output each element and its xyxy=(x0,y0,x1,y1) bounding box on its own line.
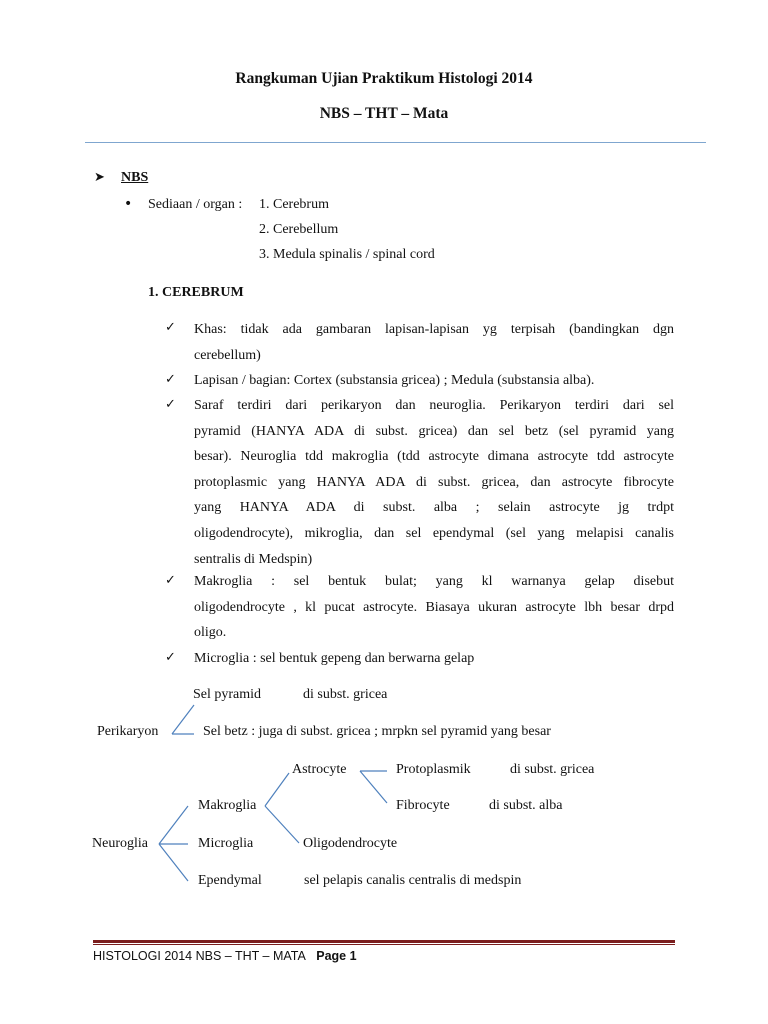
organ-label: Sediaan / organ : xyxy=(148,197,243,212)
header-divider xyxy=(85,142,706,143)
check-icon: ✓ xyxy=(165,650,176,665)
page-footer xyxy=(93,949,357,963)
point-paragraph xyxy=(194,646,674,672)
sel-pyramid-label: Sel pyramid xyxy=(193,687,262,702)
oligodendrocyte-label: Oligodendrocyte xyxy=(303,836,398,851)
arrow-bullet-icon: ➤ xyxy=(94,170,105,185)
point-paragraph xyxy=(194,368,674,394)
point-line: oligo. xyxy=(194,625,227,641)
organ-item: 1. Cerebrum xyxy=(259,197,329,212)
sub-heading: 1. CEREBRUM xyxy=(148,285,244,300)
point-paragraph xyxy=(194,317,674,368)
astrocyte-connector xyxy=(360,771,387,803)
document-title: Rangkuman Ujian Praktikum Histologi 2014 xyxy=(235,70,533,87)
protoplasmik-location: di subst. gricea xyxy=(510,762,595,777)
footer-rule xyxy=(93,940,675,943)
sel-pyramid-location: di subst. gricea xyxy=(303,687,388,702)
point-line: besar). Neuroglia tdd makroglia (tdd astrocyte dimana astrocyte tdd astrocyte xyxy=(194,449,674,465)
perikaryon-label: Perikaryon xyxy=(97,724,159,739)
astrocyte-label: Astrocyte xyxy=(292,762,347,777)
point-line: oligodendrocyte), mikroglia, dan sel ependymal (sel yang melapisi canalis xyxy=(194,525,674,541)
point-line: Microglia : sel bentuk gepeng dan berwarna gelap xyxy=(194,651,475,666)
point-line: yang HANYA ADA di subst. alba ; selain astrocyte jg trdpt xyxy=(194,500,674,516)
check-icon: ✓ xyxy=(165,573,176,588)
point-line: protoplasmic yang HANYA ADA di subst. gricea, dan astrocyte fibrocyte xyxy=(194,474,674,490)
ependymal-label: Ependymal xyxy=(198,873,262,888)
point-line: Makroglia : sel bentuk bulat; yang kl warnanya gelap disebut xyxy=(194,574,674,589)
neuroglia-label: Neuroglia xyxy=(92,836,148,851)
point-paragraph xyxy=(194,393,674,572)
point-line: sentralis di Medspin) xyxy=(194,551,313,567)
point-line: Saraf terdiri dari perikaryon dan neuroglia. Perikaryon terdiri dari sel xyxy=(194,398,674,413)
footer-rule-thin xyxy=(93,944,675,945)
protoplasmik-label: Protoplasmik xyxy=(396,762,471,777)
organ-item: 3. Medula spinalis / spinal cord xyxy=(259,247,435,262)
ependymal-description: sel pelapis canalis centralis di medspin xyxy=(304,873,522,888)
fibrocyte-label: Fibrocyte xyxy=(396,798,450,813)
neuroglia-connector xyxy=(159,806,188,881)
page-number: Page 1 xyxy=(316,949,357,963)
check-icon: ✓ xyxy=(165,320,176,335)
microglia-label: Microglia xyxy=(198,836,254,851)
organ-item: 2. Cerebellum xyxy=(259,222,339,237)
point-line: pyramid (HANYA ADA di subst. gricea) dan sel betz (sel pyramid yang xyxy=(194,423,674,439)
section-heading: NBS xyxy=(121,170,149,185)
point-line: Lapisan / bagian: Cortex (substansia gricea) ; Medula (substansia alba). xyxy=(194,373,595,388)
check-icon: ✓ xyxy=(165,372,176,387)
makroglia-connector xyxy=(265,773,299,843)
fibrocyte-location: di subst. alba xyxy=(489,798,563,813)
sel-betz-label: Sel betz : juga di subst. gricea ; mrpkn sel pyramid yang besar xyxy=(203,724,551,739)
point-paragraph xyxy=(194,569,674,646)
point-line: cerebellum) xyxy=(194,347,261,363)
perikaryon-connector xyxy=(172,705,194,734)
dot-bullet-icon: • xyxy=(124,196,133,212)
footer-text: HISTOLOGI 2014 NBS – THT – MATA xyxy=(93,949,306,963)
document-subtitle: NBS – THT – Mata xyxy=(319,105,449,122)
point-line: oligodendrocyte , kl pucat astrocyte. Biasaya ukuran astrocyte lbh besar drpd xyxy=(194,599,674,615)
check-icon: ✓ xyxy=(165,397,176,412)
makroglia-label: Makroglia xyxy=(198,798,257,813)
point-line: Khas: tidak ada gambaran lapisan-lapisan yg terpisah (bandingkan dgn xyxy=(194,322,674,337)
